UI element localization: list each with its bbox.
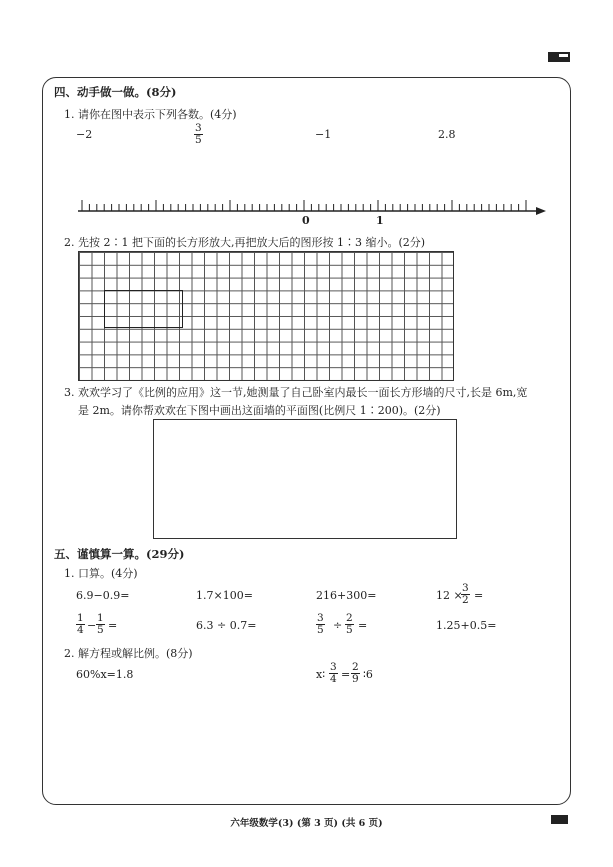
corner-mark-bottom — [551, 815, 568, 824]
mental-calc-prompt: 1. 口算。(4分) — [64, 567, 138, 580]
fraction-three-fifths: $\frac{3}{5}$ — [195, 122, 202, 146]
fraction-2-5: $\frac{2}{5}$ — [346, 612, 353, 636]
number-2-8: 2.8 — [438, 128, 456, 141]
number-line-ticks — [82, 200, 526, 211]
calc-3: 216+300= — [316, 589, 377, 602]
axis-label-zero: 0 — [302, 214, 310, 227]
calc-7-div: ÷ — [333, 619, 343, 632]
calc-4-prefix: 12 × — [436, 589, 463, 602]
fraction-3-5: $\frac{3}{5}$ — [317, 612, 324, 636]
equation-prompt: 2. 解方程或解比例。(8分) — [64, 647, 193, 660]
fraction-1-5: $\frac{1}{5}$ — [97, 612, 104, 636]
calc-4-eq: = — [474, 589, 484, 602]
calc-5-eq: = — [108, 619, 118, 632]
calc-6: 6.3 ÷ 0.7= — [196, 619, 257, 632]
section4-title: 四、动手做一做。(8分) — [54, 85, 177, 99]
calc-5-minus: − — [87, 619, 97, 632]
fraction-3-2: $\frac{3}{2}$ — [462, 582, 469, 606]
drawing-area[interactable] — [153, 419, 457, 539]
given-rectangle — [104, 290, 183, 328]
number-neg2: −2 — [76, 128, 93, 141]
arrow-right-icon — [536, 207, 546, 215]
fraction-1-4: $\frac{1}{4}$ — [77, 612, 84, 636]
equation-2-end: ∶6 — [363, 668, 373, 681]
fraction-2-9: $\frac{2}{9}$ — [352, 661, 359, 685]
corner-mark-top — [548, 52, 570, 62]
axis-label-one: 1 — [376, 214, 384, 227]
q1-prompt: 1. 请你在图中表示下列各数。(4分) — [64, 108, 237, 121]
section5-title: 五、谨慎算一算。(29分) — [54, 547, 185, 561]
calc-7-eq: = — [358, 619, 368, 632]
equation-2-x: x∶ — [316, 668, 326, 681]
calc-8: 1.25+0.5= — [436, 619, 497, 632]
fraction-3-4: $\frac{3}{4}$ — [330, 661, 337, 685]
number-line — [70, 195, 550, 217]
q3-prompt-line2: 是 2m。请你帮欢欢在下图中画出这面墙的平面图(比例尺 1∶200)。(2分) — [78, 404, 441, 417]
q3-prompt-line1: 3. 欢欢学习了《比例的应用》这一节,她测量了自己卧室内最长一面长方形墙的尺寸,长是 6m,宽 — [64, 386, 528, 399]
calc-1: 6.9−0.9= — [76, 589, 130, 602]
page-footer: 六年级数学(3) (第 3 页) (共 6 页) — [230, 818, 383, 829]
q2-prompt: 2. 先按 2∶1 把下面的长方形放大,再把放大后的图形按 1∶3 缩小。(2分) — [64, 236, 426, 249]
equation-1: 60%x=1.8 — [76, 668, 134, 681]
calc-2: 1.7×100= — [196, 589, 253, 602]
equation-2-eq: = — [341, 668, 351, 681]
number-neg1: −1 — [315, 128, 332, 141]
